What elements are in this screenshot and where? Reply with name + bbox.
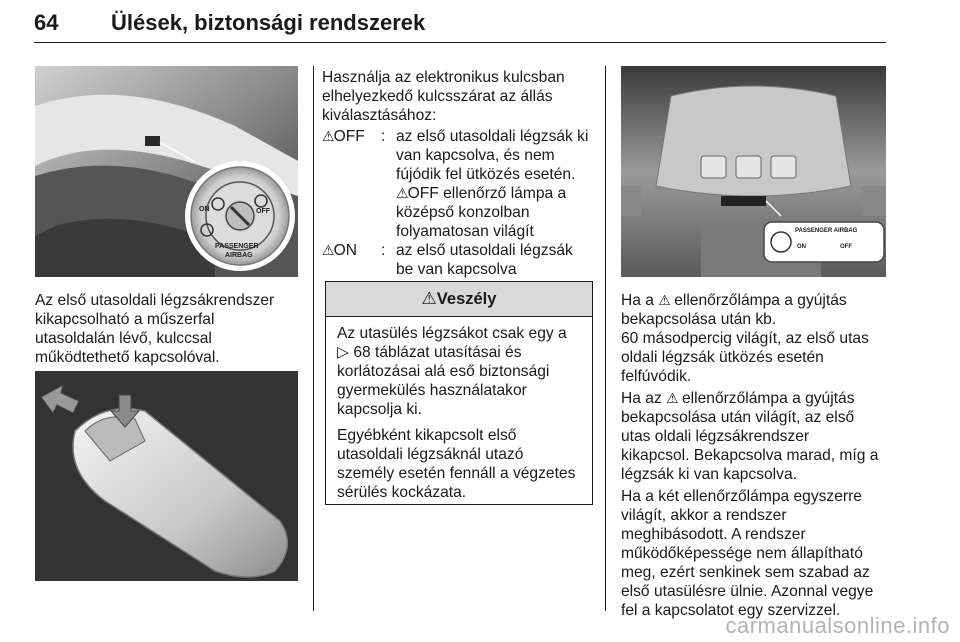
off-definition: [322, 127, 597, 241]
console-label-on: ON: [797, 244, 806, 250]
airbag-off-icon: ⚠: [666, 390, 678, 406]
on-definition: [322, 241, 597, 279]
warning-header: [326, 282, 592, 317]
warning-title: Veszély: [436, 290, 497, 308]
airbag-off-icon: ⚠: [396, 185, 408, 201]
console-label-off: OFF: [840, 244, 852, 250]
console-label-passenger-airbag: PASSENGER AIRBAG: [795, 228, 858, 234]
page-number: 64: [34, 10, 59, 35]
airbag-on-icon: ⚠: [658, 292, 670, 308]
page-header: [34, 8, 886, 43]
off-description: az első utasoldali légzsák ki van kapcsolva, és nem fújódik fel ütközés esetén. ⚠OFF ellenőrző lámpa a középső konzolban folyamatosan világít: [396, 128, 589, 240]
off-term: OFF: [333, 128, 365, 145]
column-divider-1: [313, 66, 314, 611]
dashboard-illustration: [35, 66, 298, 277]
switch-label-airbag: AIRBAG: [225, 252, 253, 259]
switch-label-off: OFF: [256, 208, 270, 215]
console-indicator-photo: [621, 66, 886, 277]
on-description: az első utasoldali légzsák be van kapcsolva: [396, 242, 573, 278]
col1-caption: Az első utasoldali légzsákrendszer kikapcsolható a műszerfal utasoldalán lévő, kulccsal működtethető kapcsolóval.: [35, 292, 275, 366]
on-term: ON: [333, 242, 357, 259]
on-colon: :: [381, 242, 386, 259]
column-divider-2: [605, 66, 606, 611]
off-colon: :: [381, 128, 386, 145]
airbag-on-icon: ⚠: [322, 242, 334, 258]
col3-text: Ha a ⚠ ellenőrzőlámpa a gyújtás bekapcsolása után kb. 60 másodpercig világít, az első utas oldali légzsák ütközés esetén felfúvódik. Ha az ⚠ ellenőrzőlámpa a gyújtás bekapcsolása után világít, az első utas oldali légzsákrendszer kikapcsol. Bekapcsolva marad, míg a légzsák ki van kapcsolva. Ha a két ellenőrzőlámpa egyszerre világít, akkor a rendszer meghibásodott. A rendszer működőképessége nem állapítható meg, ezért senkinek sem szabad az első utasülésre ülnie. Azonnal vegye fel a kapcsolatot egy szervizzel.: [621, 292, 879, 619]
warning-paragraph-2: Egyébként kikapcsolt első utasoldali légzsáknál utazó személy esetén fennáll a végzetes sérülés kockázata.: [337, 427, 576, 501]
airbag-off-icon: ⚠: [322, 128, 334, 144]
col2-intro: Használja az elektronikus kulcsban elhelyezkedő kulcsszárat az állás kiválasztásához:: [322, 69, 565, 124]
key-illustration: [35, 371, 298, 581]
switch-label-on: ON: [199, 206, 210, 213]
warning-body: [326, 317, 592, 502]
dashboard-switch-photo: [35, 66, 298, 277]
watermark: carmanualsonline.info: [725, 613, 950, 638]
warning-paragraph-1: Az utasülés légzsákot csak egy a ▷ 68 táblázat utasításai és korlátozásai alá eső biztonsági gyermekülés használatakor kapcsolja ki.: [337, 325, 567, 418]
page-title: Ülések, biztonsági rendszerek: [111, 10, 426, 35]
page-ref-arrow-icon: ▷: [337, 344, 349, 361]
warning-box: [325, 281, 593, 505]
switch-label-passenger: PASSENGER: [215, 243, 259, 250]
warning-triangle-icon: ⚠: [421, 289, 437, 308]
key-drawing: [35, 371, 298, 581]
